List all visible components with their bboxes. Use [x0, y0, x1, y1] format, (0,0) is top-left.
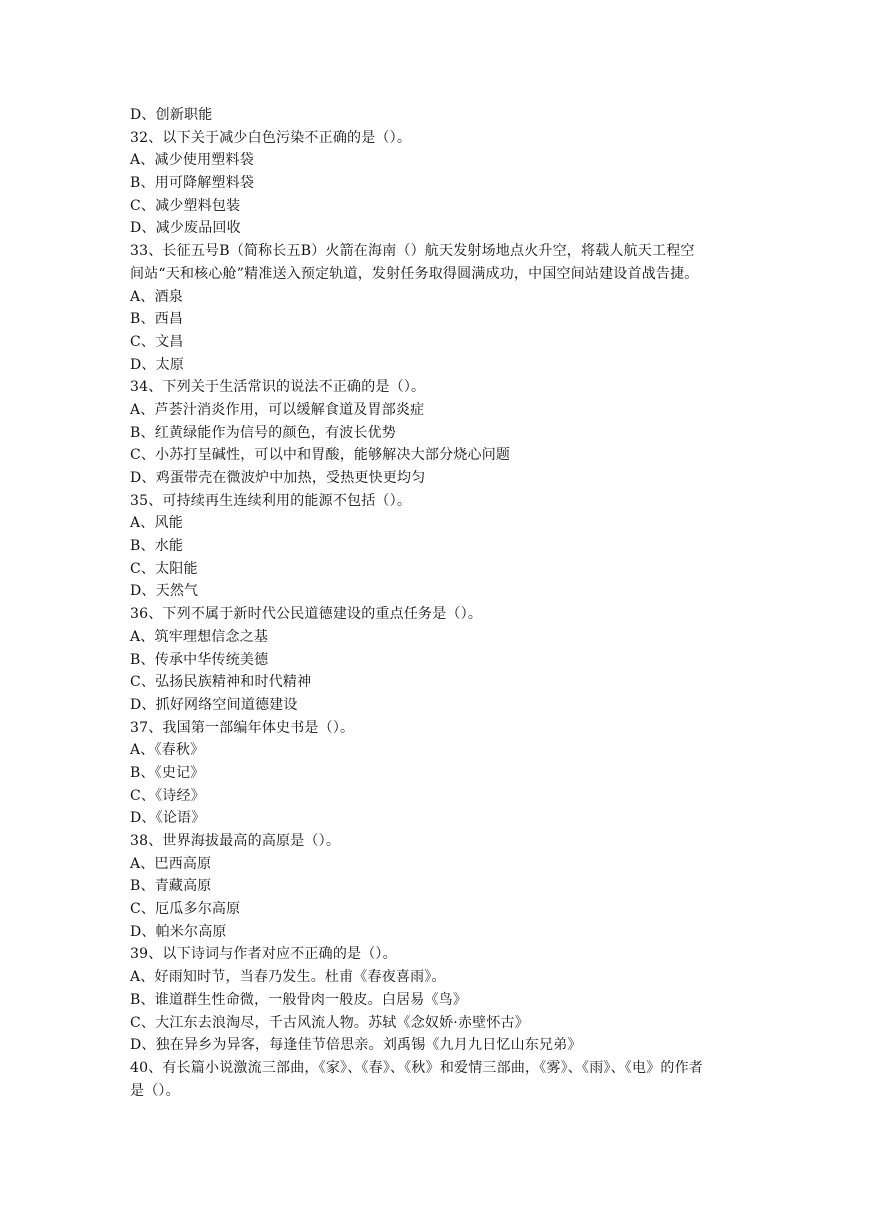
option-37-b: B、《史记》 [130, 764, 205, 781]
option-38-c: C、厄瓜多尔高原 [130, 901, 241, 918]
option-32-d: D、减少废品回收 [130, 220, 241, 237]
question-37: 37、我国第一部编年体史书是（）。 [130, 719, 355, 736]
option-32-a: A、减少使用塑料袋 [130, 152, 254, 169]
option-32-c: C、减少塑料包装 [130, 197, 241, 214]
option-38-d: D、帕米尔高原 [130, 923, 227, 940]
option-38-b: B、青藏高原 [130, 878, 212, 895]
option-36-c: C、弘扬民族精神和时代精神 [130, 674, 312, 691]
option-33-d: D、太原 [130, 356, 185, 373]
question-40-line-2: 是（）。 [130, 1082, 180, 1099]
question-text [130, 104, 750, 1102]
question-40-line-1: 40、有长篇小说激流三部曲，《家》、《春》、《秋》和爱情三部曲，《雾》、《雨》、《电》的作者 [130, 1059, 704, 1076]
option-31-d: D、创新职能 [130, 107, 213, 123]
option-39-b: B、谁道群生性命微，一般骨肉一般皮。白居易《鸟》 [130, 991, 468, 1008]
option-35-d: D、天然气 [130, 583, 199, 600]
question-35: 35、可持续再生连续利用的能源不包括（）。 [130, 492, 412, 509]
option-39-a: A、好雨知时节，当春乃发生。杜甫《春夜喜雨》。 [130, 969, 446, 986]
option-35-b: B、水能 [130, 538, 184, 555]
option-34-c: C、小苏打呈碱性，可以中和胃酸，能够解决大部分烧心问题 [130, 447, 511, 464]
option-35-c: C、太阳能 [130, 560, 198, 577]
question-36: 36、下列不属于新时代公民道德建设的重点任务是（）。 [130, 606, 483, 623]
option-39-d: D、独在异乡为异客，每逢佳节倍思亲。刘禹锡《九月九日忆山东兄弟》 [130, 1037, 582, 1054]
option-39-c: C、大江东去浪淘尽，千古风流人物。苏轼《念奴娇·赤壁怀古》 [130, 1014, 529, 1031]
option-36-a: A、筑牢理想信念之基 [130, 628, 269, 645]
option-33-a: A、酒泉 [130, 288, 183, 305]
option-38-a: A、巴西高原 [130, 855, 212, 872]
question-32: 32、以下关于减少白色污染不正确的是（）。 [130, 129, 412, 146]
option-36-d: D、抓好网络空间道德建设 [130, 696, 298, 713]
question-34: 34、下列关于生活常识的说法不正确的是（）。 [130, 379, 426, 396]
option-36-b: B、传承中华传统美德 [130, 651, 269, 668]
option-34-b: B、红黄绿能作为信号的颜色，有波长优势 [130, 424, 397, 441]
option-37-d: D、《论语》 [130, 810, 206, 827]
question-38: 38、世界海拔最高的高原是（）。 [130, 833, 341, 849]
option-37-c: C、《诗经》 [130, 787, 205, 804]
option-35-a: A、风能 [130, 515, 183, 532]
question-33-line-2: 间站“天和核心舱”精准送入预定轨道，发射任务取得圆满成功，中国空间站建设首战告捷。 [130, 265, 699, 282]
option-32-b: B、用可降解塑料袋 [130, 175, 255, 192]
option-37-a: A、《春秋》 [130, 742, 205, 759]
question-39: 39、以下诗词与作者对应不正确的是（）。 [130, 946, 397, 963]
option-34-a: A、芦荟汁消炎作用，可以缓解食道及胃部炎症 [130, 401, 425, 418]
option-34-d: D、鸡蛋带壳在微波炉中加热，受热更快更均匀 [130, 470, 426, 486]
option-33-c: C、文昌 [130, 333, 184, 350]
question-33-line-1: 33、长征五号B（简称长五B）火箭在海南（）航天发射场地点火升空，将载人航天工程空 [130, 243, 695, 260]
option-33-b: B、西昌 [130, 311, 184, 328]
